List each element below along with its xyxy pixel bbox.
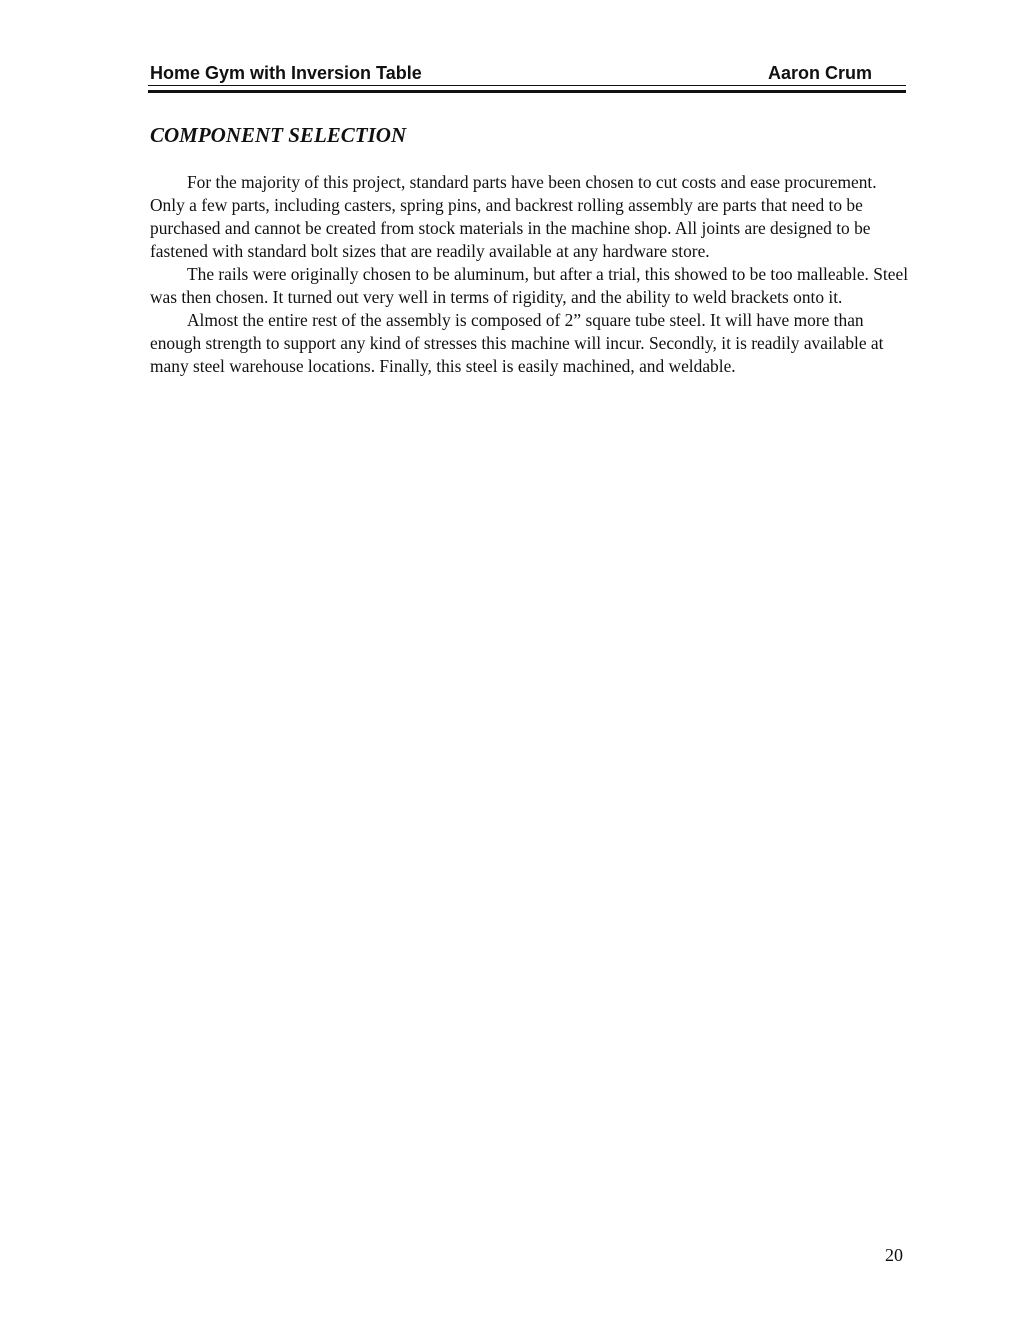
paragraph: The rails were originally chosen to be aluminum, but after a trial, this showed to be too malleable. Steel was then chosen. It turned out very well in terms of rigidity, and the ability to weld brackets onto it. (150, 264, 909, 307)
header-rule-thick (148, 90, 906, 93)
section-heading: COMPONENT SELECTION (150, 123, 407, 147)
author-name: Aaron Crum (767, 63, 872, 83)
header-rule-thin (148, 85, 906, 86)
section-body (150, 171, 910, 378)
running-header (150, 60, 906, 86)
page-number: 20 (885, 1245, 903, 1265)
paragraph: For the majority of this project, standard parts have been chosen to cut costs and ease procurement. Only a few parts, including casters, spring pins, and backrest rolling assembly are parts that need to be purchased and cannot be created from stock materials in the machine shop. All joints are designed to be fastened with standard bolt sizes that are readily available at any hardware store. (150, 172, 877, 261)
paragraph: Almost the entire rest of the assembly is composed of 2” square tube steel. It will have more than enough strength to support any kind of stresses this machine will incur. Secondly, it is readily available at many steel warehouse locations. Finally, this steel is easily machined, and weldable. (150, 310, 884, 376)
document-title: Home Gym with Inversion Table (150, 63, 422, 83)
